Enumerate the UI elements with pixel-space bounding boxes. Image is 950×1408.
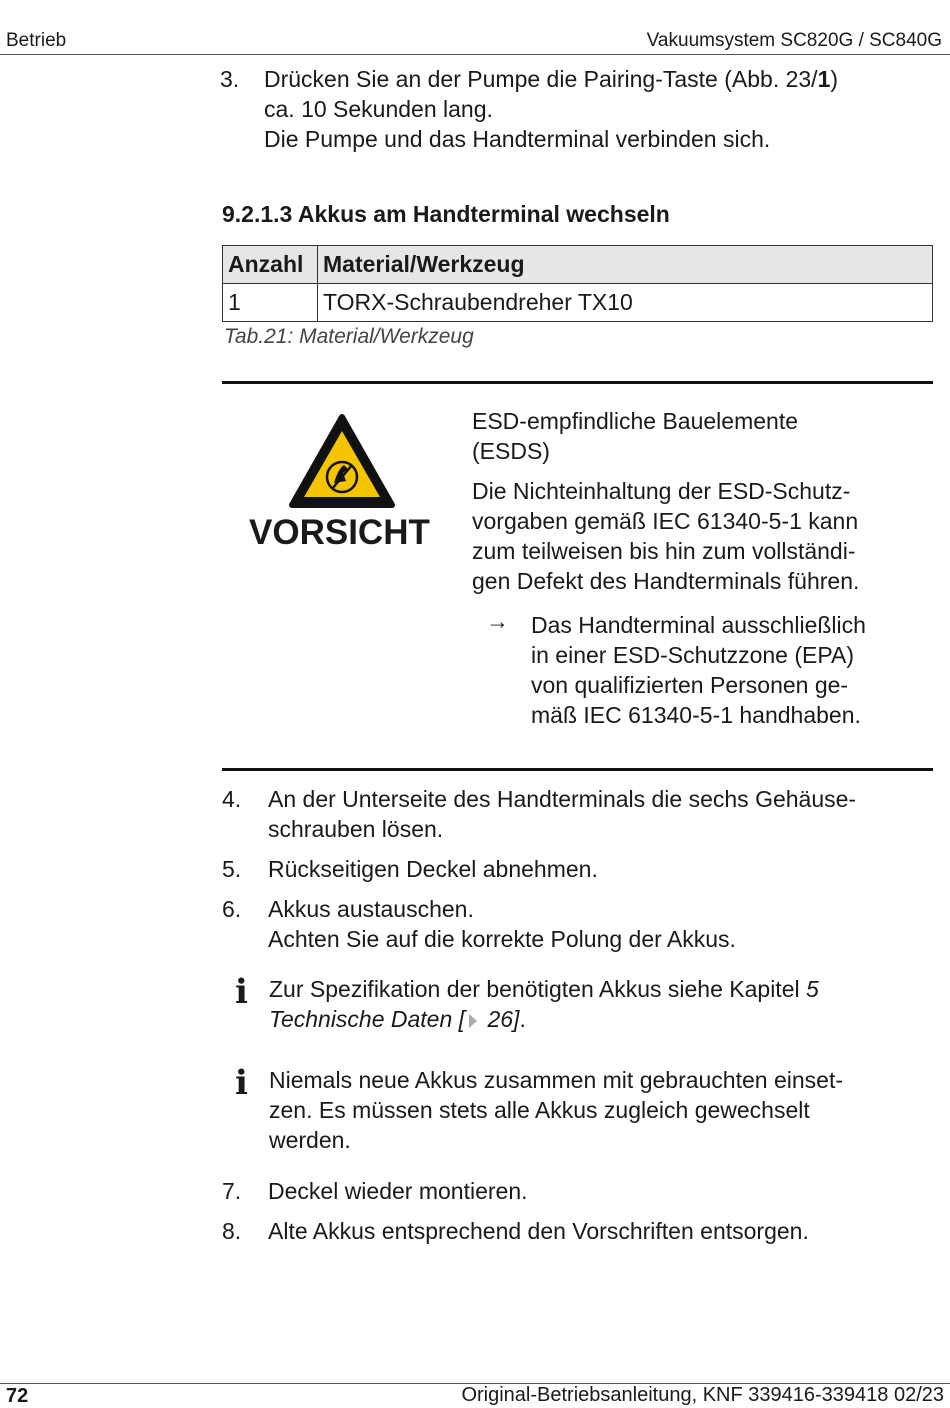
warning-top-rule <box>222 381 933 384</box>
step-7 <box>222 1176 528 1206</box>
step-5 <box>222 854 598 884</box>
info-text: zen. Es müssen stets alle Akkus zugleich gewechselt <box>269 1097 810 1123</box>
header-right: Vakuumsystem SC820G / SC840G <box>646 30 942 51</box>
info-text: . <box>519 1006 526 1032</box>
step-8 <box>222 1216 809 1246</box>
warning-action-line: Das Handterminal ausschließlich <box>531 612 866 638</box>
step-number: 8. <box>222 1218 242 1244</box>
info-icon: i <box>235 1063 248 1103</box>
header-left: Betrieb <box>6 30 67 51</box>
step-text: Akkus austauschen. <box>268 896 474 922</box>
step-4 <box>222 784 856 844</box>
step-text: An der Unterseite des Handterminals die sechs Gehäuse- <box>268 786 857 812</box>
table-cell: 1 <box>223 284 318 322</box>
chapter-link[interactable]: 5 <box>806 976 819 1002</box>
header-rule <box>0 54 950 55</box>
step-6 <box>222 894 736 954</box>
footer-document-id: Original-Betriebsanleitung, KNF 339416-339418 02/23 <box>461 1384 944 1406</box>
step-number: 3. <box>220 66 240 92</box>
warning-body-line: gen Defekt des Handterminals führen. <box>472 568 860 594</box>
warning-body <box>472 476 859 596</box>
warning-title-line: (ESDS) <box>472 438 550 464</box>
table-cell: TORX-Schraubendreher TX10 <box>318 284 933 322</box>
warning-body-line: Die Nichteinhaltung der ESD-Schutz- <box>472 478 851 504</box>
page-link[interactable]: 26] <box>481 1006 520 1032</box>
step-number: 6. <box>222 896 242 922</box>
warning-action-line: in einer ESD-Schutzzone (EPA) <box>531 642 854 668</box>
warning-title-line: ESD-empfindliche Bauelemente <box>472 408 799 434</box>
step-result: Achten Sie auf die korrekte Polung der Akkus. <box>268 926 736 952</box>
table-header-cell: Material/Werkzeug <box>318 246 933 284</box>
step-text: schrauben lösen. <box>268 816 444 842</box>
warning-body-line: vorgaben gemäß IEC 61340-5-1 kann <box>472 508 859 534</box>
warning-action-arrow: → <box>486 608 509 634</box>
step-3 <box>220 64 930 154</box>
info-text: Niemals neue Akkus zusammen mit gebrauchten einset- <box>269 1067 844 1093</box>
page-link-arrow-icon[interactable] <box>469 1014 477 1028</box>
warning-title <box>472 406 798 466</box>
step-result: Die Pumpe und das Handterminal verbinden sich. <box>264 126 771 152</box>
step-number: 7. <box>222 1178 242 1204</box>
table-caption: Tab.21: Material/Werkzeug <box>224 325 474 348</box>
warning-action-line: mäß IEC 61340-5-1 handhaben. <box>531 702 861 728</box>
esd-warning-icon <box>288 413 396 509</box>
step-text: Drücken Sie an der Pumpe die Pairing-Taste (Abb. 23/ <box>264 66 818 92</box>
step-number: 5. <box>222 856 242 882</box>
table-row <box>223 284 933 322</box>
table-header-row <box>223 246 933 284</box>
info-icon: i <box>235 972 248 1012</box>
step-text: ) <box>830 66 839 92</box>
info-note-2 <box>269 1065 929 1155</box>
warning-action <box>531 610 866 730</box>
page-number: 72 <box>6 1385 29 1407</box>
step-ref-bold: 1 <box>817 66 831 92</box>
chapter-link[interactable]: Technische Daten [ <box>269 1006 466 1032</box>
warning-body-line: zum teilweisen bis hin zum vollständi- <box>472 538 856 564</box>
warning-action-line: von qualifizierten Personen ge- <box>531 672 849 698</box>
step-text: ca. 10 Sekunden lang. <box>264 96 493 122</box>
step-text: Rückseitigen Deckel abnehmen. <box>268 856 598 882</box>
warning-bottom-rule <box>222 768 933 771</box>
step-number: 4. <box>222 786 242 812</box>
step-text: Alte Akkus entsprechend den Vorschriften entsorgen. <box>268 1218 809 1244</box>
warning-signal-word: VORSICHT <box>249 513 430 552</box>
table-header-cell: Anzahl <box>223 246 318 284</box>
info-note-1 <box>269 974 929 1034</box>
material-table <box>222 245 933 322</box>
section-title: 9.2.1.3 Akkus am Handterminal wechseln <box>222 201 670 227</box>
info-text: werden. <box>269 1127 351 1153</box>
info-text: Zur Spezifikation der benötigten Akkus siehe Kapitel <box>269 976 806 1002</box>
step-text: Deckel wieder montieren. <box>268 1178 528 1204</box>
